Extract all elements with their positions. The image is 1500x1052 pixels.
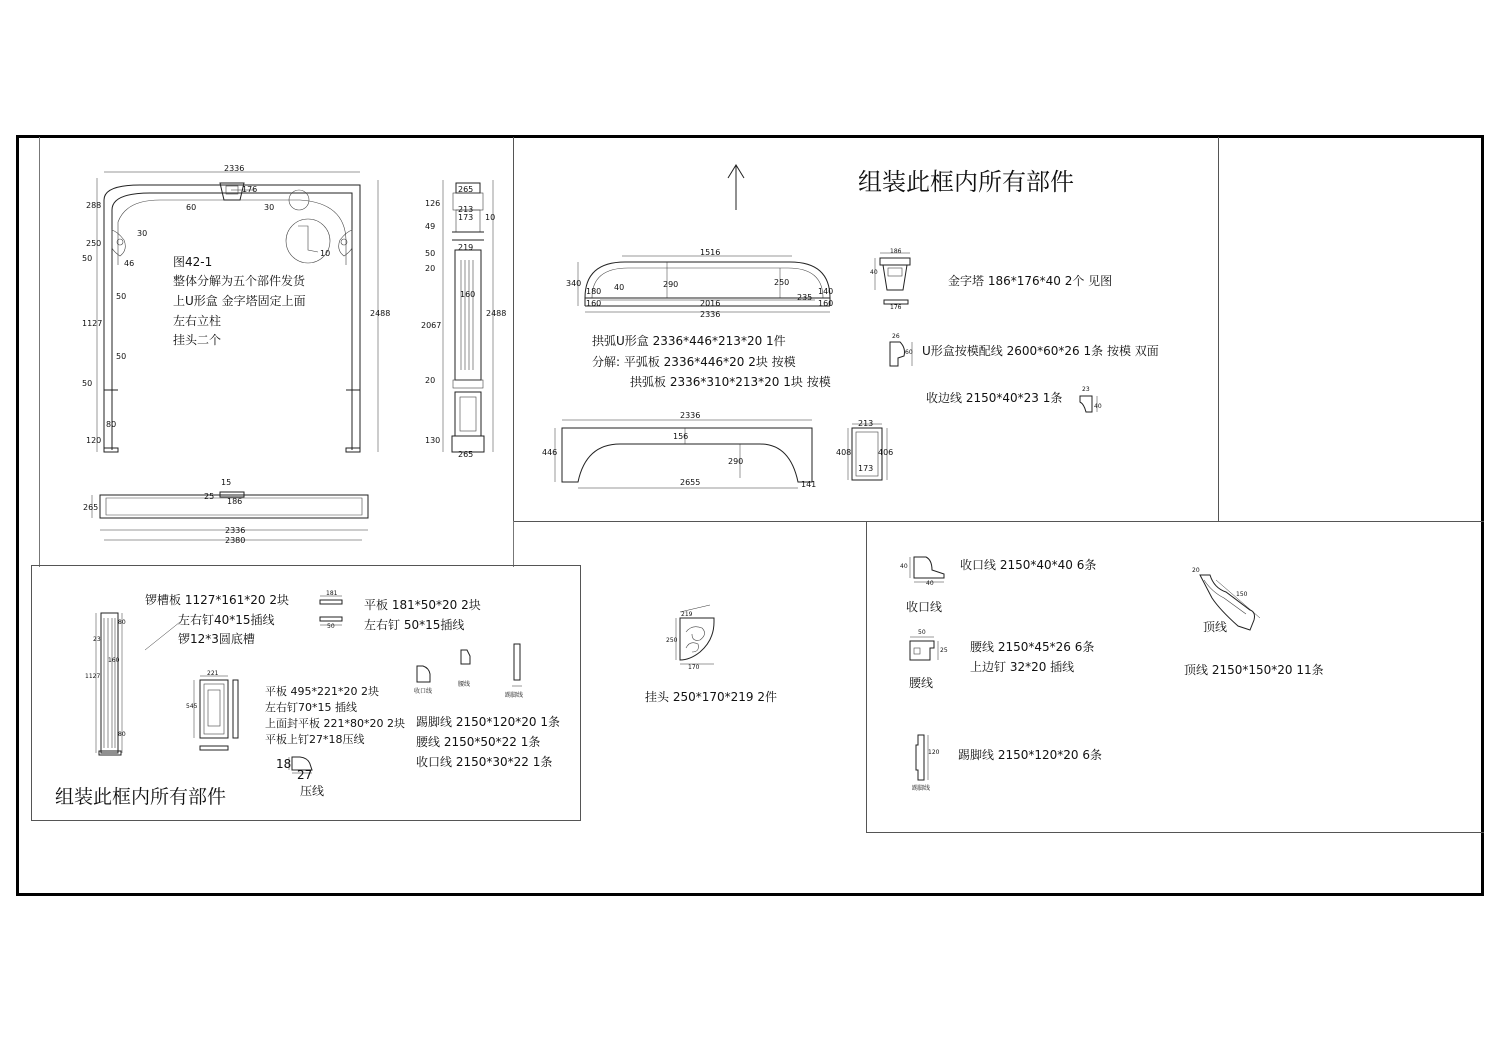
- ubox-dim-1516: 1516: [700, 248, 721, 257]
- hanger-label: 挂头 250*170*219 2件: [645, 690, 777, 704]
- arch-dim-total-height: 2488: [370, 309, 391, 318]
- plank-dim-446: 446: [542, 448, 558, 457]
- groove-board-spec-3: 锣12*3圆底槽: [178, 632, 255, 646]
- edgeline-dim-40: 40: [1094, 403, 1102, 410]
- groove-board-spec-2: 左右钉40*15插线: [178, 613, 275, 627]
- side-dim-126: 126: [425, 199, 441, 208]
- side-dim-219: 219: [458, 243, 474, 252]
- arch-dim-top-width: 2336: [224, 164, 245, 173]
- edgeline-dim-23: 23: [1082, 386, 1090, 393]
- side-dim-49: 49: [425, 222, 436, 231]
- uline-label: U形盒按模配线 2600*60*26 1条 按模 双面: [922, 344, 1159, 358]
- icon-skirt-caption: 踢脚线: [505, 692, 524, 699]
- flat-dim-50: 50: [327, 623, 335, 630]
- icon-waist-caption: 腰线: [458, 681, 471, 688]
- plank-dim-2336: 2336: [680, 411, 701, 420]
- ubox-dim-180: 180: [586, 287, 602, 296]
- plank-dim-156: 156: [673, 432, 689, 441]
- top-line-dim-20: 20: [1192, 567, 1200, 574]
- arch-dim-50d: 50: [116, 352, 127, 361]
- arch-dim-50a: 50: [82, 254, 93, 263]
- waist-dim-25: 25: [940, 647, 948, 654]
- groove-dim-80a: 80: [118, 619, 126, 626]
- arch-dim-288: 288: [86, 201, 102, 210]
- side-dim-160: 160: [460, 290, 476, 299]
- side-dim-130: 130: [425, 436, 441, 445]
- ubox-dim-160b: 160: [818, 299, 834, 308]
- plan-dim-2336: 2336: [225, 526, 246, 535]
- side-dim-2067: 2067: [421, 321, 442, 330]
- arch-dim-30: 30: [137, 229, 148, 238]
- arch-dim-46: 46: [124, 259, 135, 268]
- arch-dim-1127: 1127: [82, 319, 103, 328]
- close-dim-40-horizontal: 40: [926, 580, 934, 587]
- waist-line-right-label: 腰线 2150*45*26 6条: [970, 640, 1095, 654]
- skirt-line-right-label: 踢脚线 2150*120*20 6条: [958, 748, 1102, 762]
- groove-dim-1127: 1127: [85, 673, 101, 680]
- arch-dim-176: 176: [242, 185, 258, 194]
- plan-dim-2380: 2380: [225, 536, 246, 545]
- arch-dim-30b: 30: [264, 203, 275, 212]
- arch-note-4: 挂头二个: [173, 333, 222, 347]
- side-dim-20b: 20: [425, 376, 436, 385]
- end-dim-406: 406: [878, 448, 894, 457]
- pyramid-dim-186: 186: [890, 248, 902, 255]
- top-line-dim-150: 150: [1236, 591, 1248, 598]
- panel-spec-1: 平板 495*221*20 2块: [265, 685, 379, 698]
- hanger-dim-219: 219: [681, 611, 693, 618]
- skirt-dim-120: 120: [928, 749, 940, 756]
- hanger-dim-170: 170: [688, 664, 700, 671]
- waist-dim-50: 50: [918, 629, 926, 636]
- ubox-dim-2016: 2016: [700, 299, 721, 308]
- ubox-dim-2336: 2336: [700, 310, 721, 319]
- waist-line-caption: 腰线: [909, 676, 934, 690]
- skirt-line-caption: 踢脚线: [912, 785, 931, 792]
- press-line-label: 压线: [300, 784, 325, 798]
- plan-dim-15: 15: [221, 478, 232, 487]
- arch-note-2: 上U形盒 金字塔固定上面: [173, 294, 306, 308]
- ubox-dim-140: 140: [818, 287, 834, 296]
- arch-note-3: 左右立柱: [173, 314, 222, 328]
- plank-dim-2655: 2655: [680, 478, 701, 487]
- plank-dim-141: 141: [801, 480, 817, 489]
- plank-dim-290: 290: [728, 457, 744, 466]
- side-dim-265: 265: [458, 185, 474, 194]
- pyramid-label: 金字塔 186*176*40 2个 见图: [948, 274, 1113, 288]
- arch-dim-10: 10: [320, 249, 331, 258]
- waist-line-spec: 腰线 2150*50*22 1条: [416, 735, 541, 749]
- side-dim-265b: 265: [458, 450, 474, 459]
- ubox-dim-160a: 160: [586, 299, 602, 308]
- skirt-line-spec: 踢脚线 2150*120*20 1条: [416, 715, 560, 729]
- side-dim-50: 50: [425, 249, 436, 258]
- ubox-spec-1: 拱弧U形盒 2336*446*213*20 1件: [592, 334, 786, 348]
- groove-dim-23: 23: [93, 636, 101, 643]
- side-dim-173: 173: [458, 213, 474, 222]
- ubox-dim-250: 250: [774, 278, 790, 287]
- arch-fig-number: 图42-1: [173, 255, 213, 269]
- plan-dim-265: 265: [83, 503, 99, 512]
- groove-board-spec: 锣槽板 1127*161*20 2块: [145, 593, 289, 607]
- ubox-spec-2: 分解: 平弧板 2336*446*20 2块 按模: [592, 355, 796, 369]
- plan-dim-25: 25: [204, 492, 215, 501]
- groove-dim-80b: 80: [118, 731, 126, 738]
- press-line-dim-27: 27: [297, 768, 313, 782]
- pyramid-dim-176: 176: [890, 304, 902, 311]
- arch-dim-50c: 50: [116, 292, 127, 301]
- side-dim-10: 10: [485, 213, 496, 222]
- side-dim-213: 213: [458, 205, 474, 214]
- press-line-dim-18: 18: [276, 757, 292, 771]
- panel-spec-4: 平板上钉27*18压线: [265, 733, 365, 746]
- arch-dim-120: 120: [86, 436, 102, 445]
- end-dim-408: 408: [836, 448, 852, 457]
- flat-dim-181: 181: [326, 590, 338, 597]
- arch-dim-250: 250: [86, 239, 102, 248]
- ubox-dim-40: 40: [614, 283, 625, 292]
- ubox-dim-290: 290: [663, 280, 679, 289]
- flat-plank-spec: 平板 181*50*20 2块: [364, 598, 481, 612]
- hanger-dim-250: 250: [666, 637, 678, 644]
- ubox-dim-340: 340: [566, 279, 582, 288]
- edgeline-label: 收边线 2150*40*23 1条: [926, 391, 1063, 405]
- panel-dim-221: 221: [207, 670, 219, 677]
- pyramid-dim-40: 40: [870, 269, 878, 276]
- ubox-spec-3: 拱弧板 2336*310*213*20 1块 按模: [630, 375, 831, 389]
- end-dim-213: 213: [858, 419, 874, 428]
- panel-dim-545: 545: [186, 703, 198, 710]
- uline-dim-26: 26: [892, 333, 900, 340]
- panel-spec-3: 上面封平板 221*80*20 2块: [265, 717, 405, 730]
- assemble-title-lower: 组装此框内所有部件: [55, 786, 227, 808]
- end-dim-173: 173: [858, 464, 874, 473]
- close-line-caption: 收口线: [906, 600, 943, 614]
- arch-dim-50b: 50: [82, 379, 93, 388]
- ubox-dim-235: 235: [797, 293, 813, 302]
- top-line-caption: 顶线: [1203, 620, 1228, 634]
- side-dim-20a: 20: [425, 264, 436, 273]
- flat-plank-spec-2: 左右钉 50*15插线: [364, 618, 465, 632]
- arch-dim-80: 80: [106, 420, 117, 429]
- plan-dim-186: 186: [227, 497, 243, 506]
- close-line-right-label: 收口线 2150*40*40 6条: [960, 558, 1097, 572]
- arch-note-1: 整体分解为五个部件发货: [173, 274, 306, 288]
- top-line-label: 顶线 2150*150*20 11条: [1184, 663, 1324, 677]
- uline-dim-60: 60: [905, 349, 913, 356]
- arch-dim-60: 60: [186, 203, 197, 212]
- side-dim-2488: 2488: [486, 309, 507, 318]
- waist-line-right-label-2: 上边钉 32*20 插线: [970, 660, 1075, 674]
- assemble-title-upper: 组装此框内所有部件: [858, 168, 1074, 196]
- icon-close-caption: 收口线: [414, 688, 433, 695]
- groove-dim-160: 160: [108, 657, 120, 664]
- panel-spec-2: 左右钉70*15 插线: [265, 701, 357, 714]
- close-line-spec: 收口线 2150*30*22 1条: [416, 755, 553, 769]
- close-dim-40-vertical: 40: [900, 563, 908, 570]
